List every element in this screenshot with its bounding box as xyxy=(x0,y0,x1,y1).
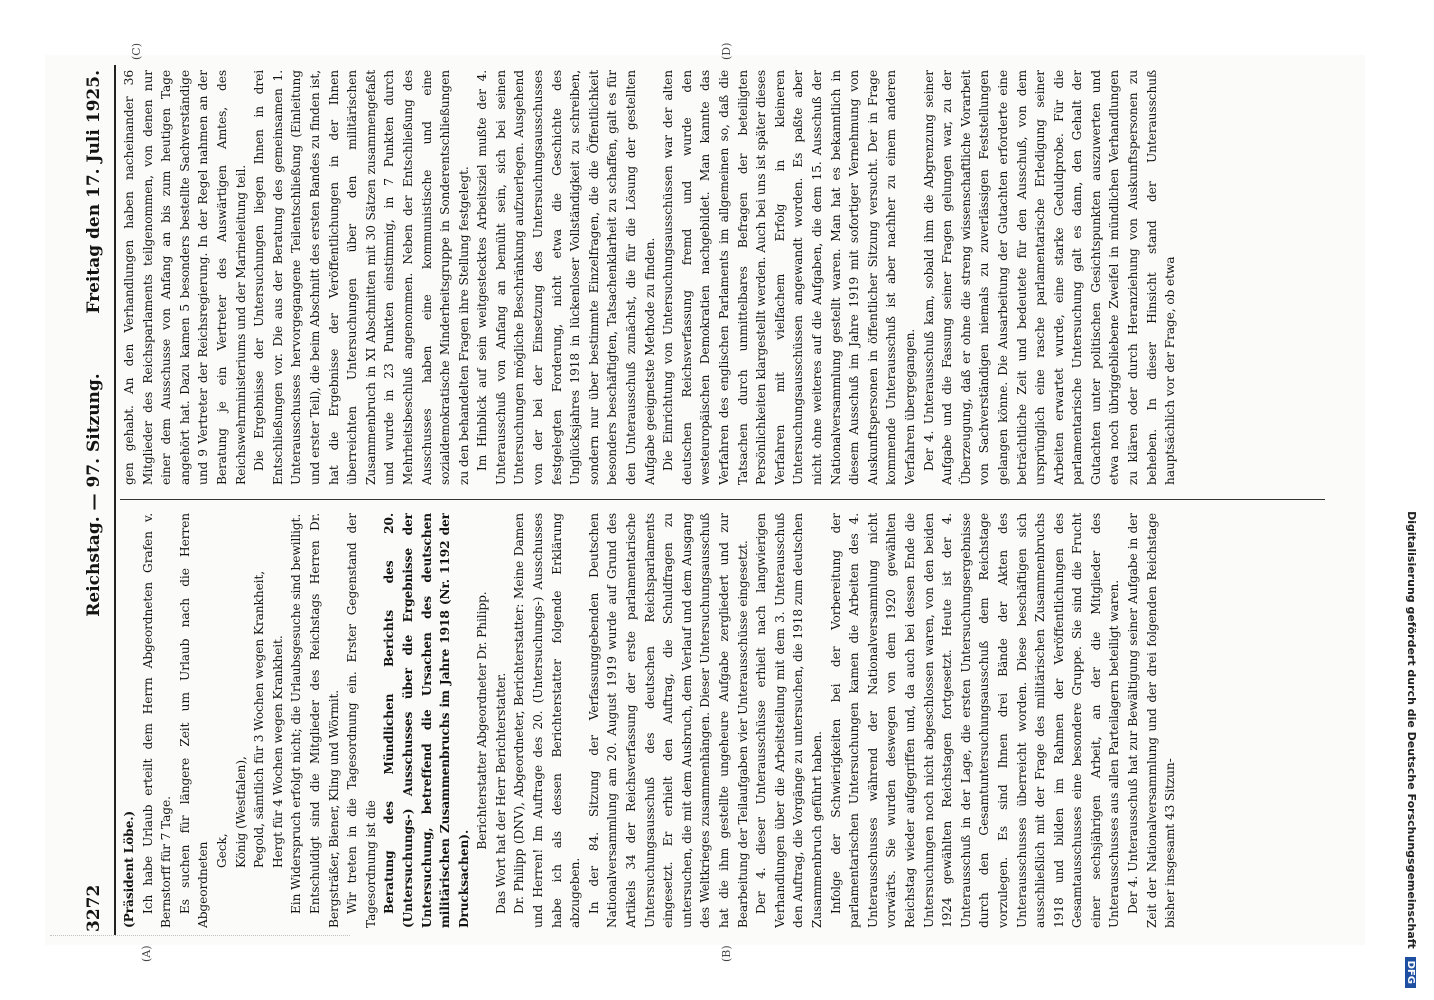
paragraph: Infolge der Schwierigkeiten bei der Vorbereitung der parlamentarischen Untersuchungen kamen die Arbeiten des 4. Unterausschusses während der Nationalversammlung nicht vorwärts. Sie wurden deswegen von dem 1920 gewählten Reichstag wieder aufgegriffen und, da auch bei dessen Ende die Untersuchungen noch nicht abgeschlossen waren, von den beiden 1924 gewählten Reichstagen fortgesetzt. Heute ist der 4. Unterausschuß in der Lage, die ersten Untersuchungsergebnisse durch den Gesamtuntersuchungsausschuß dem Reichstage vorzulegen. Es sind Ihnen drei Bände der Akten des Unterausschusses überreicht worden. Diese beschäftigen sich ausschließlich mit der Frage des militärischen Zusammenbruchs 1918 und bilden im Rahmen der Veröffentlichungen des Gesamtausschusses eine besondere Gruppe. Sie sind die Frucht einer sechsjährigen Arbeit, an der die Mitglieder des Unterausschusses aus allen Parteilagern beteiligt waren. xyxy=(828,513,1122,928)
speaker-label: (Präsident Löbe.) xyxy=(122,810,136,928)
name-line: König (Westfalen), xyxy=(233,756,248,868)
paragraph: Entschuldigt sind die Mitglieder des Reichstags Herren Dr. Bergsträßer, Biener, Kling und Wörmit. xyxy=(307,513,341,928)
digitization-note: Digitalisierung gefördert durch die Deutsche Forschungsgemeinschaft xyxy=(1405,511,1418,949)
paragraph: Ich habe Urlaub erteilt dem Herrn Abgeordneten Grafen v. Bernstorff für 7 Tage. xyxy=(140,513,174,928)
paragraph: Die Ergebnisse der Untersuchungen liegen Ihnen in drei Entschließungen vor. Die aus der Beratung des gemeinsamen 1. Unterausschusses hervorgegangene Teilentschließung (Einleitung und erster Teil), die beim Abschnitt des ersten Bandes zu finden ist, hat die Ergebnisse der Veröffentlichungen in der Ihnen überreichten Untersuchungen über den militärischen Zusammenbruch in XI Abschnitten mit 30 Sätzen zusammengefaßt und wurde in 23 Punkten einstimmig, in 7 Punkten durch Mehrheitsbeschluß angenommen. Neben der Entschließung des Ausschusses haben eine kommunistische und eine sozialdemokratische Minderheitsgruppe in Sonderentschließungen zu den behandelten Fragen ihre Stellung festgelegt. xyxy=(252,70,471,485)
page-number: 3272 xyxy=(84,884,104,932)
paragraph: Der 4. Unterausschuß kam, sobald ihm die Abgrenzung seiner Aufgabe und die Fassung seiner Fragen gelungen war, zu der Überzeugung, daß er ohne die streng wissenschaftliche Vorarbeit von Sachverständigen niemals zu zuverlässigen Feststellungen gelangen könne. Die Ausarbeitung der Gutachten erforderte eine beträchtliche Zeit und bedeutete für den Ausschuß, von dem ursprünglich eine rasche parlamentarische Erledigung seiner Arbeiten erwartet wurde, eine starke Geduldprobe. Für die parlamentarische Untersuchung galt es dann, den Gehalt der Gutachten unter politischen Gesichtspunkten auszuwerten und etwa noch übriggebliebene Zweifel in mündlichen Verhandlungen zu klären oder durch Heranziehung von Auskunftspersonen zu beheben. In dieser Hinsicht stand der Unterausschuß hauptsächlich vor der Frage, ob etwa xyxy=(921,70,1178,485)
session-date: Freitag den 17. Juli 1925. xyxy=(84,70,104,314)
name-line: Geck, xyxy=(214,833,229,868)
speech-opening: Dr. Philipp (DNV), Abgeordneter, Berichterstatter: Meine Damen und Herren! Im Auftrage des 20. (Untersuchungs-) Ausschusses habe ich als dessen Berichterstatter folgende Erklärung abzugeben. xyxy=(512,513,583,928)
margin-marker-b: (B) xyxy=(720,945,733,962)
paragraph: Ein Widerspruch erfolgt nicht; die Urlaubsgesuche sind bewilligt. xyxy=(289,513,304,914)
margin-marker-c: (C) xyxy=(130,43,143,60)
agenda-item: Beratung des Mündlichen Berichts des 20. (Untersuchungs-) Ausschusses über die Ergebnisse der Untersuchung, betreffend die Ursachen des deutschen militärischen Zusammenbruchs im Jahre 1918 (Nr. 1192 der Drucksachen). xyxy=(382,513,471,928)
paragraph: gen gehabt. An den Verhandlungen haben nacheinander 36 Mitglieder des Reichsparlaments teilgenommen, von denen nur einer dem Ausschusse von Anfang an bis zum heutigen Tage angehört hat. Dazu kamen 5 besonders bestellte Sachverständige und 9 Vertreter der Reichsregierung. In der Regel nahmen an der Beratung je ein Vertreter des Auswärtigen Amtes, des Reichswehrministeriums und der Marineleitung teil. xyxy=(122,70,248,485)
rotated-page xyxy=(80,42,1340,962)
digitization-footer xyxy=(1402,12,1418,988)
scan-edge-noise xyxy=(50,935,350,944)
margin-marker-d: (D) xyxy=(720,42,733,60)
paragraph: Das Wort hat der Herr Berichterstatter. xyxy=(493,672,508,914)
paragraph: Der 4. Unterausschuß hat zur Bewältigung seiner Aufgabe in der Zeit der Nationalversammlung und der drei folgenden Reichstage bisher insgesamt 43 Sitzun- xyxy=(1126,513,1178,928)
paragraph: Es suchen für längere Zeit um Urlaub nach die Herren Abgeordneten xyxy=(177,513,211,928)
paragraph: In der 84. Sitzung der Verfassunggebenden Deutschen Nationalversammlung am 20. August 1919 wurde auf Grund des Artikels 34 der Reichsverfassung der erste parlamentarische Untersuchungsausschuß des deutschen Reichsparlaments eingesetzt. Er erhielt den Auftrag, die Schuldfragen zu untersuchen, die mit dem Ausbruch, dem Verlauf und dem Ausgang des Weltkrieges zusammenhängen. Dieser Untersuchungsausschuß hat die ihm gestellte ungeheure Aufgabe zergliedert und zur Bearbeitung der Teilaufgaben vier Unterausschüsse eingesetzt. xyxy=(586,513,750,928)
session-title: Reichstag. — 97. Sitzung. xyxy=(84,373,104,617)
header-rule xyxy=(114,65,116,935)
page-header xyxy=(80,60,110,940)
margin-marker-a: (A) xyxy=(140,945,153,962)
reporter-line: Berichterstatter Abgeordneter Dr. Philipp. xyxy=(475,591,490,850)
paragraph: Die Einrichtung von Untersuchungsausschüssen war der alten deutschen Reichsverfassung fremd und wurde den westeuropäischen Demokratien nachgebildet. Man kannte das Verfahren des englischen Parlaments im allgemeinen so, daß die Tatsachen durch unmittelbares Befragen der beteiligten Persönlichkeiten klargestellt werden. Auch bei uns ist später dieses Verfahren mit vielfachem Erfolg in kleineren Untersuchungsausschüssen angewandt worden. Es paßte aber nicht ohne weiteres auf die Aufgaben, die dem 15. Ausschuß der Nationalversammlung gestellt waren. Man hat es bekanntlich in diesem Ausschuß im Jahre 1919 mit sofortiger Vernehmung von Auskunftspersonen in öffentlicher Sitzung versucht. Der in Frage kommende Unterausschuß ist aber nachher zu einem anderen Verfahren übergegangen. xyxy=(661,70,917,485)
dfg-logo: DFG xyxy=(1405,957,1416,988)
paragraph: Im Hinblick auf sein weitgestecktes Arbeitsziel mußte der 4. Unterausschuß von Anfang an bemüht sein, sich bei seinen Untersuchungen mögliche Beschränkung aufzuerlegen. Ausgehend von der bei der Einsetzung des Untersuchungsausschusses festgelegten Forderung, nicht etwa die Geschichte des Unglücksjahres 1918 in lückenloser Vollständigkeit zu schreiben, sondern nur über bestimmte Einzelfragen, die die Öffentlichkeit besonders beschäftigten, Tatsachenklarheit zu schaffen, galt es für den Unterausschuß zunächst, die für die Lösung der gestellten Aufgabe geeignetste Methode zu finden. xyxy=(475,70,657,485)
column-divider xyxy=(120,499,1325,500)
paragraph: Wir treten in die Tagesordnung ein. Erster Gegenstand der Tagesordnung ist die xyxy=(345,513,378,928)
name-line: Hergt für 4 Wochen wegen Krankheit. xyxy=(270,635,285,868)
right-column xyxy=(120,70,1330,485)
left-column xyxy=(120,513,1330,928)
paragraph: Der 4. dieser Unterausschüsse erhielt nach langwierigen Verhandlungen über die Arbeitsteilung mit dem 3. Unterausschuß den Auftrag, die Vorgänge zu untersuchen, die 1918 zum deutschen Zusammenbruch geführt haben. xyxy=(754,513,824,928)
name-line: Pegold, sämtlich für 3 Wochen wegen Krankheit, xyxy=(252,570,267,868)
